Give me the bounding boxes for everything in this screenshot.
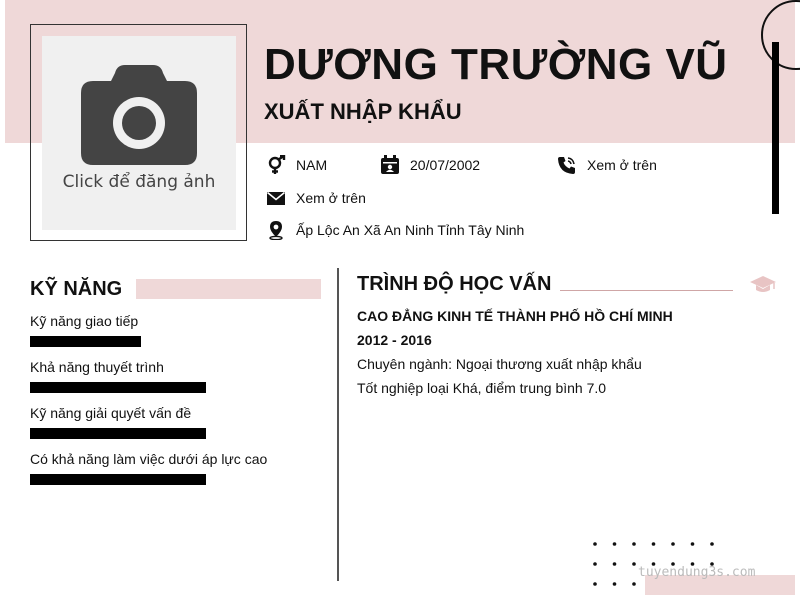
education-heading: TRÌNH ĐỘ HỌC VẤN [357,273,552,295]
job-title: XUẤT NHẬP KHẨU [264,99,462,124]
info-phone [557,155,657,175]
skill-level-bar [30,428,206,439]
dob-value: 20/07/2002 [410,157,481,173]
skill-level-bar [30,474,206,485]
decorative-dot [691,542,695,546]
info-address [266,220,524,240]
skill-name: Kỹ năng giao tiếp [30,313,139,329]
skill-name: Khả năng thuyết trình [30,359,164,375]
phone-icon [557,155,577,175]
skill-name: Có khả năng làm việc dưới áp lực cao [30,451,268,467]
education-school: CAO ĐẲNG KINH TẾ THÀNH PHỐ HỒ CHÍ MINH [357,308,673,324]
skills-heading-accent [136,279,321,299]
envelope-icon [266,188,286,208]
info-dob [380,155,480,175]
decorative-dot [593,542,597,546]
education-major: Chuyên ngành: Ngoại thương xuất nhập khẩu [357,356,642,372]
map-pin-icon [266,220,286,240]
camera-icon[interactable] [81,65,197,165]
decorative-dot [593,582,597,586]
skills-heading: KỸ NĂNG [30,278,123,300]
column-divider [337,268,339,581]
skill-name: Kỹ năng giải quyết vấn đề [30,405,192,421]
candidate-name: DƯƠNG TRƯỜNG VŨ [264,40,728,89]
calendar-icon [380,155,400,175]
decorative-dot [613,542,617,546]
decorative-dot [593,562,597,566]
decorative-dot [613,562,617,566]
decorative-dot [632,542,636,546]
info-email [266,188,366,208]
decorative-dot [671,542,675,546]
skill-level-bar [30,382,206,393]
gender-icon [266,155,286,175]
avatar-upload-caption[interactable]: Click để đăng ảnh [62,172,216,192]
address-value: Ấp Lộc An Xã An Ninh Tỉnh Tây Ninh [296,222,525,238]
phone-value: Xem ở trên [587,157,657,173]
decorative-dot [710,542,714,546]
decorative-dot [632,582,636,586]
decorative-dot [652,542,656,546]
education-years: 2012 - 2016 [357,332,432,348]
gender-value: NAM [296,157,328,173]
decorative-vertical-bar [772,42,779,214]
skill-level-bar [30,336,141,347]
email-value: Xem ở trên [296,190,366,206]
watermark: tuyendung3s.com [638,565,756,580]
graduation-cap-icon [750,274,776,294]
info-gender [266,155,327,175]
education-heading-line [560,290,733,291]
decorative-dot [613,582,617,586]
education-result: Tốt nghiệp loại Khá, điểm trung bình 7.0 [357,380,607,396]
decorative-dot [632,562,636,566]
